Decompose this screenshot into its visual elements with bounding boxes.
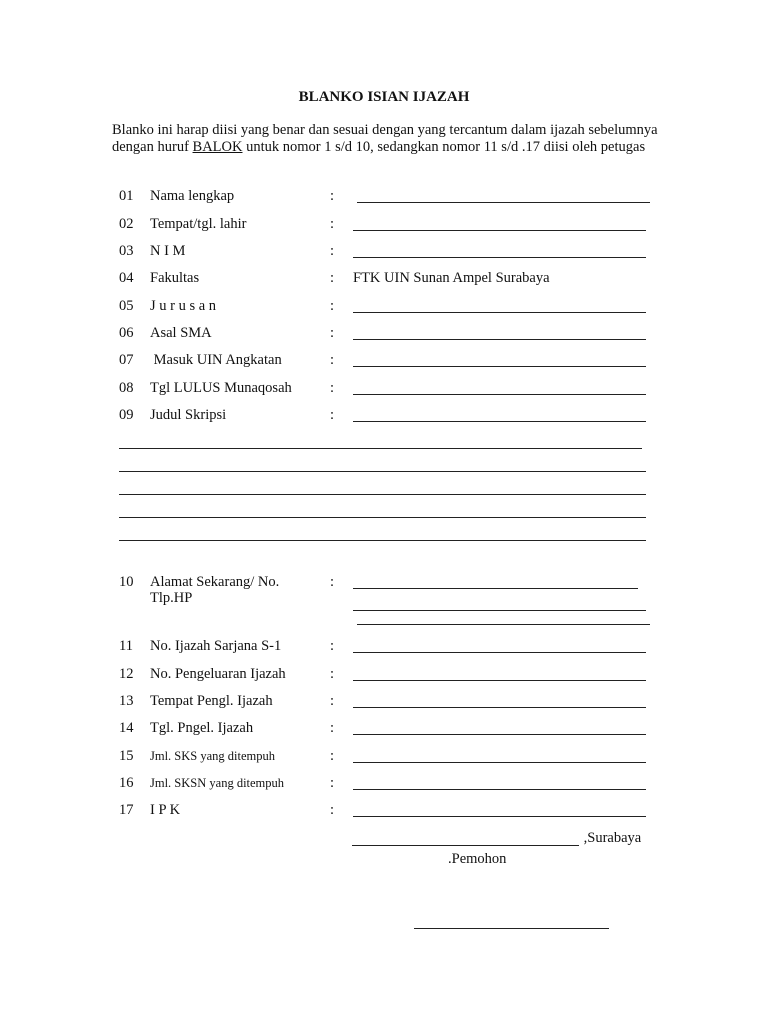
field-label-alamat: Alamat Sekarang/ No. bbox=[150, 574, 280, 590]
judul-skripsi-input-line[interactable] bbox=[353, 421, 646, 422]
field-colon: : bbox=[330, 243, 335, 259]
field-number: 10 bbox=[119, 574, 134, 590]
field-colon: : bbox=[330, 270, 335, 286]
applicant-label: .Pemohon bbox=[448, 851, 507, 867]
nama-input-line[interactable] bbox=[357, 202, 650, 203]
field-label-angkatan: Masuk UIN Angkatan bbox=[150, 352, 282, 368]
field-label-tempat-lahir: Tempat/tgl. lahir bbox=[150, 216, 247, 232]
field-number: 15 bbox=[119, 748, 134, 764]
field-number: 16 bbox=[119, 775, 134, 791]
field-colon: : bbox=[330, 802, 335, 818]
field-label-sksn: Jml. SKSN yang ditempuh bbox=[150, 776, 285, 790]
instructions-text-end: untuk nomor 1 s/d 10, sedangkan nomor 11 s/d .17 diisi oleh petugas bbox=[242, 139, 646, 155]
field-colon: : bbox=[330, 298, 335, 314]
field-label-judul-skripsi: Judul Skripsi bbox=[150, 407, 227, 423]
signature-place: ,Surabaya bbox=[580, 830, 642, 846]
field-number: 03 bbox=[119, 243, 134, 259]
tempat-lahir-input-line[interactable] bbox=[353, 230, 646, 231]
date-input-line[interactable] bbox=[352, 845, 579, 846]
alamat-input-line[interactable] bbox=[353, 588, 638, 589]
field-label-ipk: I P K bbox=[150, 802, 181, 818]
field-number: 09 bbox=[119, 407, 134, 423]
field-label-tempat-pengl: Tempat Pengl. Ijazah bbox=[150, 693, 273, 709]
tempat-pengl-input-line[interactable] bbox=[353, 707, 646, 708]
instructions-text: Blanko ini harap diisi yang benar dan sesuai dengan yang tercantum dalam ijazah sebelumnya dengan huruf bbox=[112, 122, 658, 155]
field-number: 02 bbox=[119, 216, 134, 232]
asal-sma-input-line[interactable] bbox=[353, 339, 646, 340]
field-number: 11 bbox=[119, 638, 133, 654]
field-colon: : bbox=[330, 720, 335, 736]
field-colon: : bbox=[330, 693, 335, 709]
no-pengeluaran-input-line[interactable] bbox=[353, 680, 646, 681]
field-colon: : bbox=[330, 638, 335, 654]
tgl-lulus-input-line[interactable] bbox=[353, 394, 646, 395]
field-label-alamat-cont: Tlp.HP bbox=[150, 590, 193, 606]
judul-skripsi-line[interactable] bbox=[119, 471, 646, 472]
field-number: 08 bbox=[119, 380, 134, 396]
field-label-no-pengeluaran: No. Pengeluaran Ijazah bbox=[150, 666, 286, 682]
signature-line[interactable] bbox=[414, 928, 609, 929]
alamat-input-line[interactable] bbox=[353, 610, 646, 611]
ipk-input-line[interactable] bbox=[353, 816, 646, 817]
field-number: 12 bbox=[119, 666, 134, 682]
field-colon: : bbox=[330, 188, 335, 204]
field-number: 14 bbox=[119, 720, 134, 736]
fakultas-value: FTK UIN Sunan Ampel Surabaya bbox=[353, 270, 550, 286]
judul-skripsi-line[interactable] bbox=[119, 540, 646, 541]
field-number: 07 bbox=[119, 352, 134, 368]
form-title: BLANKO ISIAN IJAZAH bbox=[298, 89, 470, 105]
field-colon: : bbox=[330, 352, 335, 368]
field-label-nama: Nama lengkap bbox=[150, 188, 235, 204]
field-colon: : bbox=[330, 574, 335, 590]
judul-skripsi-line[interactable] bbox=[119, 494, 646, 495]
judul-skripsi-line[interactable] bbox=[119, 448, 642, 449]
instructions bbox=[112, 122, 672, 156]
field-colon: : bbox=[330, 380, 335, 396]
field-number: 13 bbox=[119, 693, 134, 709]
field-number: 17 bbox=[119, 802, 134, 818]
field-label-jurusan: J u r u s a n bbox=[150, 298, 217, 314]
instructions-emphasis: BALOK bbox=[192, 139, 243, 155]
sksn-input-line[interactable] bbox=[353, 789, 646, 790]
field-colon: : bbox=[330, 407, 335, 423]
alamat-input-line[interactable] bbox=[357, 624, 650, 625]
field-number: 06 bbox=[119, 325, 134, 341]
field-label-tgl-lulus: Tgl LULUS Munaqosah bbox=[150, 380, 292, 396]
field-colon: : bbox=[330, 775, 335, 791]
sks-input-line[interactable] bbox=[353, 762, 646, 763]
field-colon: : bbox=[330, 666, 335, 682]
field-colon: : bbox=[330, 216, 335, 232]
field-label-fakultas: Fakultas bbox=[150, 270, 200, 286]
angkatan-input-line[interactable] bbox=[353, 366, 646, 367]
tgl-pngel-input-line[interactable] bbox=[353, 734, 646, 735]
jurusan-input-line[interactable] bbox=[353, 312, 646, 313]
field-number: 04 bbox=[119, 270, 134, 286]
no-ijazah-input-line[interactable] bbox=[353, 652, 646, 653]
field-number: 05 bbox=[119, 298, 134, 314]
field-colon: : bbox=[330, 748, 335, 764]
field-label-nim: N I M bbox=[150, 243, 186, 259]
nim-input-line[interactable] bbox=[353, 257, 646, 258]
field-number: 01 bbox=[119, 188, 134, 204]
field-label-sks: Jml. SKS yang ditempuh bbox=[150, 749, 276, 763]
field-label-asal-sma: Asal SMA bbox=[150, 325, 212, 341]
field-colon: : bbox=[330, 325, 335, 341]
judul-skripsi-line[interactable] bbox=[119, 517, 646, 518]
field-label-no-ijazah: No. Ijazah Sarjana S-1 bbox=[150, 638, 282, 654]
field-label-tgl-pngel: Tgl. Pngel. Ijazah bbox=[150, 720, 254, 736]
